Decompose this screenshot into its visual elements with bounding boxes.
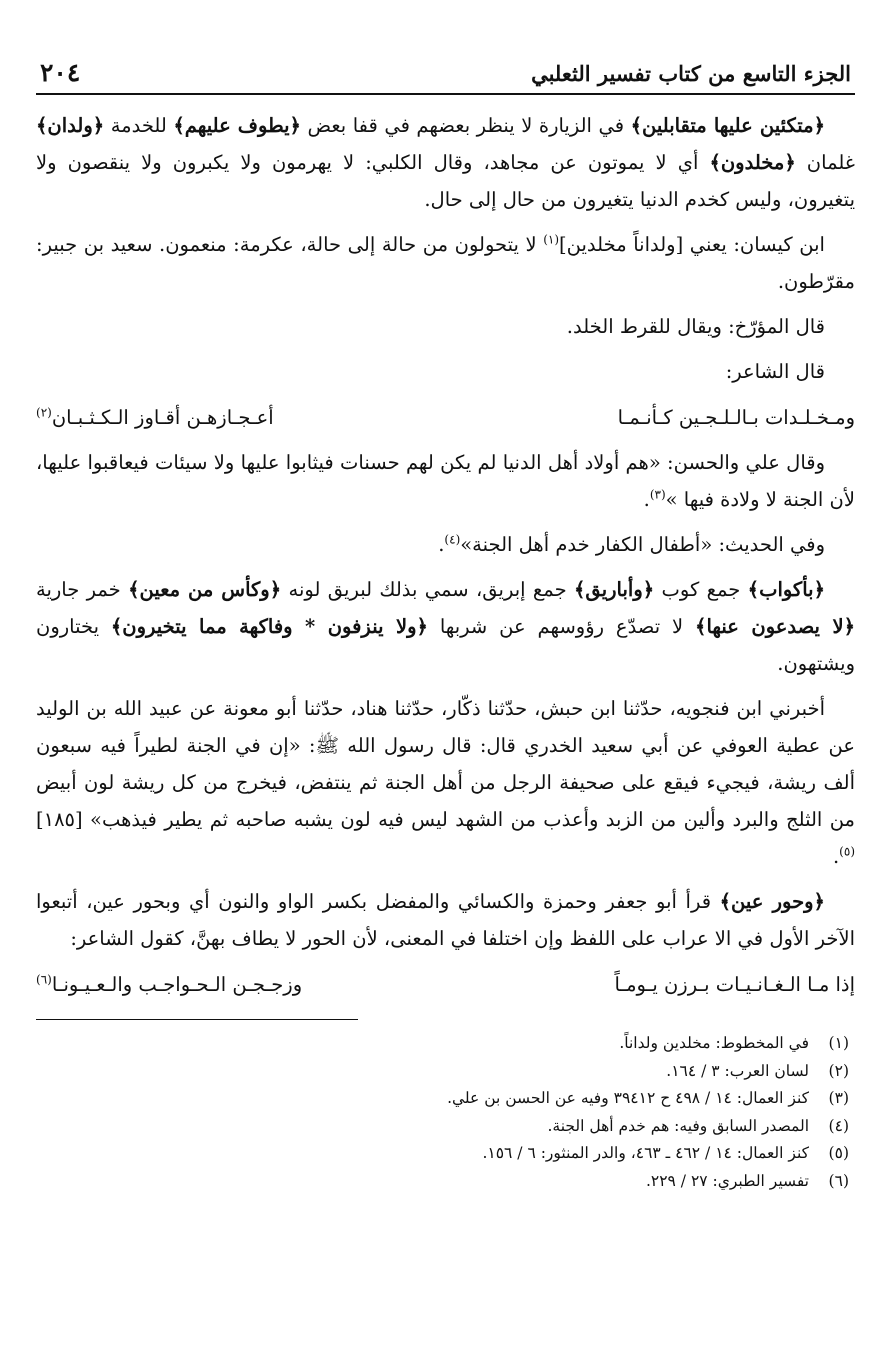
quran-quote: ﴿وكأس من معين﴾ bbox=[128, 578, 282, 601]
footnote-text: تفسير الطبري: ٢٧ / ٢٢٩. bbox=[645, 1171, 809, 1190]
paragraph-3: قال المؤرّخ: ويقال للقرط الخلد. bbox=[566, 315, 825, 338]
footnote-ref: (٢) bbox=[36, 405, 52, 420]
quran-quote: ﴿بأكواب﴾ bbox=[747, 578, 826, 601]
footnote-ref: (٣) bbox=[649, 487, 666, 502]
footnote-item bbox=[36, 1085, 849, 1113]
poetry-verse-1 bbox=[36, 398, 855, 438]
commentary-text: غلمان bbox=[795, 151, 855, 174]
footnote-separator bbox=[36, 1019, 358, 1020]
footnote-number: (٥) bbox=[828, 1144, 849, 1162]
footnote-item bbox=[36, 1168, 849, 1196]
paragraph-7 bbox=[36, 571, 855, 682]
footnote-number: (١) bbox=[828, 1034, 849, 1052]
quran-quote: ﴿وحور عين﴾ bbox=[719, 890, 825, 913]
page-number: ٢٠٤ bbox=[40, 58, 81, 87]
paragraph-2 bbox=[36, 226, 855, 300]
main-text bbox=[36, 107, 855, 1005]
footnote-text: كنز العمال: ١٤ / ٤٩٨ ح ٣٩٤١٢ وفيه عن الحسن بن علي. bbox=[447, 1089, 809, 1107]
verse-text: أعـجـازهـن أقـاوز الـكـثـبـان bbox=[51, 406, 274, 429]
paragraph-8 bbox=[36, 690, 855, 875]
footnote-text: لسان العرب: ٣ / ١٦٤. bbox=[666, 1061, 809, 1080]
footnote-ref: (٥) bbox=[839, 844, 855, 859]
commentary-text: . bbox=[643, 488, 650, 511]
commentary-text: يختارون ويشتهون. bbox=[36, 615, 855, 675]
quran-quote: ﴿يطوف عليهم﴾ bbox=[173, 114, 301, 137]
commentary-text: جمع إبريق، سمي بذلك لبريق لونه bbox=[281, 578, 574, 601]
commentary-text: لا تصدّع رؤوسهم عن شربها bbox=[427, 615, 696, 638]
footnote-text: المصدر السابق وفيه: هم خدم أهل الجنة. bbox=[547, 1116, 809, 1135]
commentary-text: في الزيارة لا ينظر بعضهم في قفا بعض bbox=[300, 114, 631, 137]
footnote-item bbox=[36, 1140, 849, 1168]
footnote-ref: (٦) bbox=[36, 972, 52, 987]
verse-first-hemistich: ومـخـلـدات بـالـلـجـين كـأنـمـا bbox=[617, 406, 855, 429]
verse-text: وزجـجـن الـحـواجـب والـعـيـونـا bbox=[51, 973, 303, 996]
quran-quote: ﴿وأباريق﴾ bbox=[574, 578, 655, 601]
footnote-ref: (١) bbox=[543, 232, 560, 247]
footnote-number: (٣) bbox=[828, 1089, 849, 1107]
footnote-number: (٦) bbox=[828, 1171, 849, 1190]
quran-quote: ﴿مخلدون﴾ bbox=[709, 151, 796, 174]
quran-quote: ﴿ولدان﴾ bbox=[36, 114, 105, 137]
paragraph-9 bbox=[36, 883, 855, 957]
commentary-text: لا يتحولون من حالة إلى حالة، عكرمة: منعمون. سعيد بن جبير: مقرّطون. bbox=[36, 233, 855, 293]
hadith-text: أخبرني ابن فنجويه، حدّثنا ابن حبش، حدّثنا ذكّار، حدّثنا هناد، حدّثنا أبو معونة عن عبيد الله بن الوليد عن عطية العوفي عن أبي سعيد الخدري قال: قال رسول الله ﷺ: «إن في الجنة لطيراً فيه سبعون ألف ريشة، فيجيء فيقع على صحيفة الرجل من أهل الجنة ثم ينتفض، فيخرج من كل ريشة لون أبيض من الثلج والبرد وألين من الزبد وأعذب من الشهد ليس فيه لون يشبه صاحبه ثم يطير فيذهب» [١٨٥] bbox=[36, 697, 855, 831]
commentary-text: للخدمة bbox=[104, 114, 174, 137]
commentary-text: . bbox=[438, 533, 445, 556]
paragraph-5 bbox=[36, 444, 855, 518]
running-header bbox=[36, 58, 855, 93]
verse-second-hemistich bbox=[36, 398, 274, 438]
commentary-text: خمر جارية bbox=[36, 578, 129, 601]
quran-quote: ﴿ولا ينزفون * وفاكهة مما يتخيرون﴾ bbox=[110, 615, 428, 638]
paragraph-4: قال الشاعر: bbox=[725, 360, 825, 383]
verse-second-hemistich bbox=[36, 965, 302, 1005]
quran-quote: ﴿متكئين عليها متقابلين﴾ bbox=[630, 114, 825, 137]
footnote-item bbox=[36, 1113, 849, 1141]
footnote-item bbox=[36, 1030, 849, 1058]
footnote-ref: (٤) bbox=[444, 532, 461, 547]
footnote-number: (٤) bbox=[828, 1116, 849, 1135]
commentary-text: جمع كوب bbox=[654, 578, 748, 601]
footnotes bbox=[36, 1030, 855, 1195]
commentary-text: ابن كيسان: يعني [ولداناً مخلدين] bbox=[559, 233, 825, 256]
footnote-item bbox=[36, 1058, 849, 1086]
header-title: الجزء التاسع من كتاب تفسير الثعلبي bbox=[531, 61, 851, 86]
commentary-text: وفي الحديث: «أطفال الكفار خدم أهل الجنة» bbox=[460, 533, 825, 556]
footnote-text: كنز العمال: ١٤ / ٤٦٢ ـ ٤٦٣، والدر المنثور: ٦ / ١٥٦. bbox=[482, 1144, 809, 1162]
paragraph-6 bbox=[36, 526, 855, 563]
commentary-text: أي لا يموتون عن مجاهد، وقال الكلبي: لا يهرمون ولا يكبرون ولا ينقصون ولا يتغيرون، وليس كخدم الدنيا يتغيرون من حال إلى حال. bbox=[36, 151, 855, 211]
poetry-verse-2 bbox=[36, 965, 855, 1005]
footnote-text: في المخطوط: مخلدين ولداناً. bbox=[619, 1034, 809, 1052]
paragraph-1 bbox=[36, 107, 855, 218]
commentary-text: وقال علي والحسن: «هم أولاد أهل الدنيا لم يكن لهم حسنات فيثابوا عليها ولا سيئات فيعاقبوا عليها، لأن الجنة لا ولادة فيها » bbox=[36, 451, 855, 511]
commentary-text: . bbox=[832, 845, 840, 868]
footnote-number: (٢) bbox=[828, 1061, 849, 1080]
header-rule bbox=[36, 93, 855, 95]
verse-first-hemistich: إذا مـا الـغـانـيـات بـرزن يـومـاً bbox=[614, 973, 855, 996]
quran-quote: ﴿لا يصدعون عنها﴾ bbox=[695, 615, 855, 638]
commentary-text: قرأ أبو جعفر وحمزة والكسائي والمفضل بكسر الواو والنون أي وبحور عين، أتبعوا الآخر الأول في الا عراب على اللفظ وإن اختلفا في المعنى، لأن الحور لا يطاف بهنَّ، كقول الشاعر: bbox=[36, 890, 855, 950]
